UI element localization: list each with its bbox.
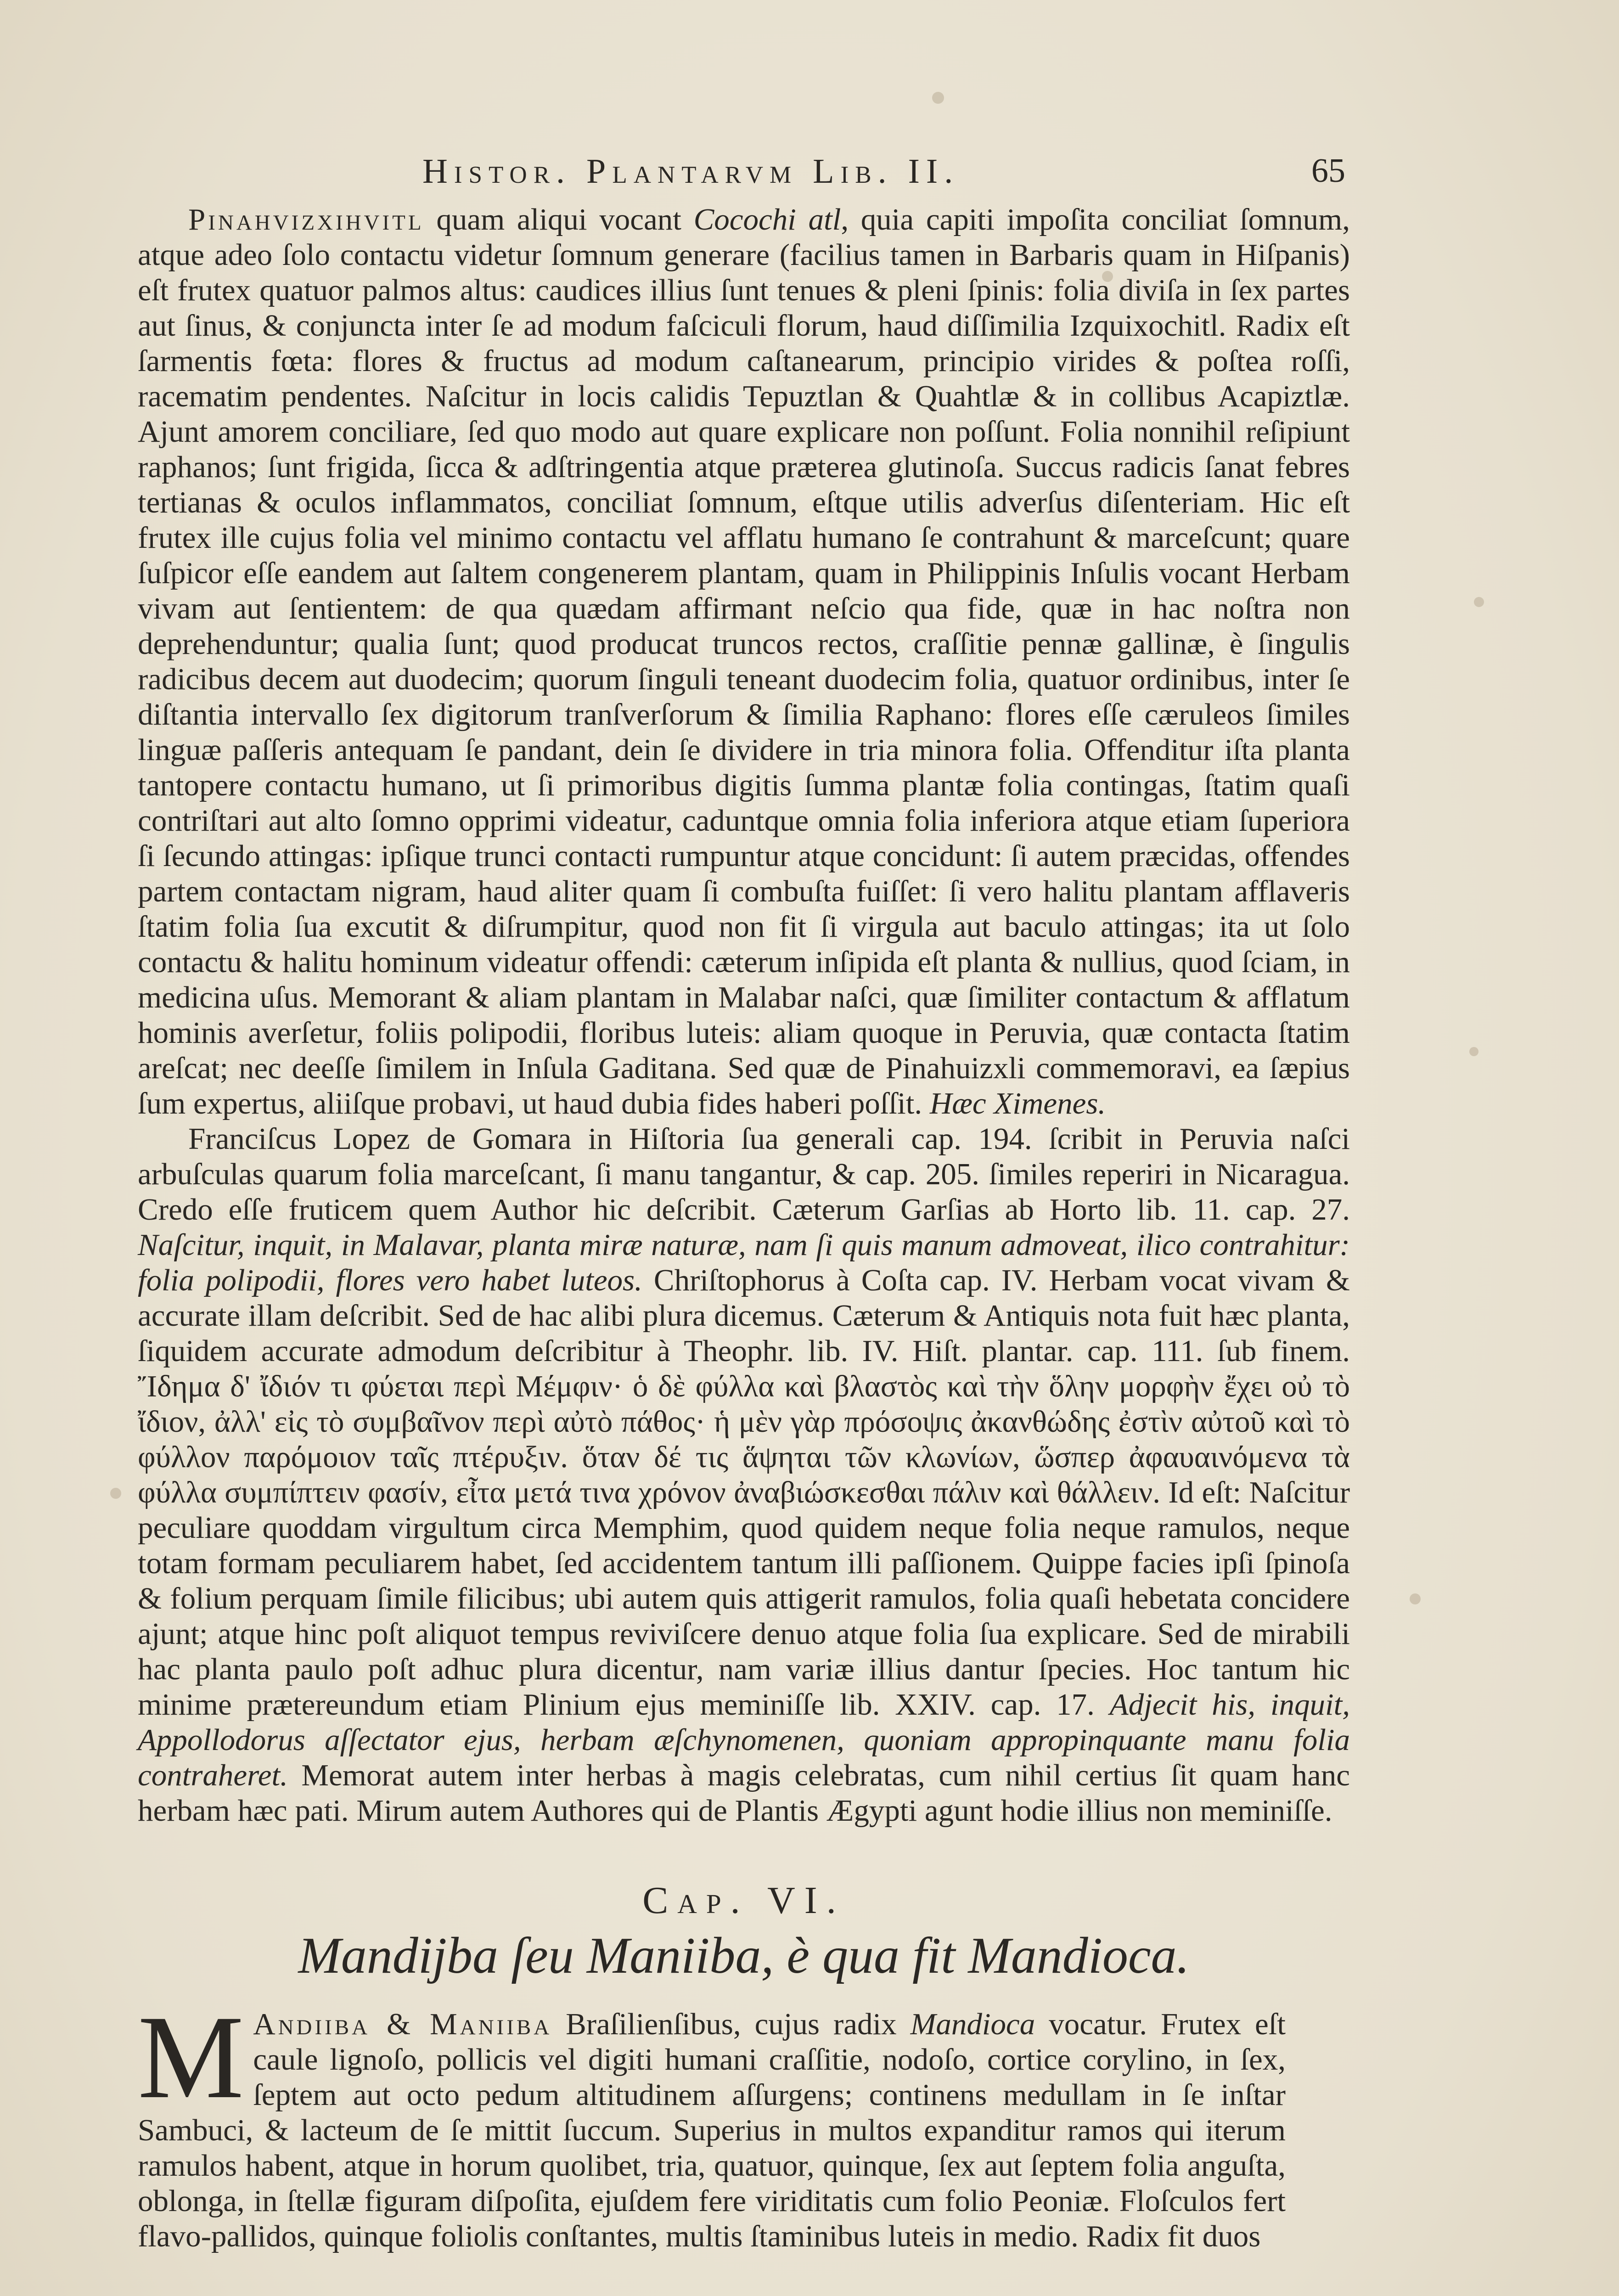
stain (110, 1488, 121, 1499)
chapter-title: Mandijba ſeu Maniiba, è qua fit Mandioca. (298, 1927, 1190, 1984)
stain (932, 92, 944, 104)
stain (1474, 597, 1484, 607)
italic-run: Naſcitur, inquit, in Malavar, planta miræ naturæ, nam ſi quis manum admoveat, ilico contrahitur: folia polipodii, flores vero habet luteos. (138, 1228, 1350, 1297)
text-run: Chriſtophorus à Coſta cap. IV. Herbam vocat vivam & accurate illam deſcribit. Sed de hac alibi plura dicemus. Cæterum & Antiquis nota fuit hæc planta, ſiquidem accurate admodum deſcribitur à Theophr. lib. IV. Hiſt. plantar. cap. 111. ſub finem. Ἴδημα δ' ἴδιόν τι φύεται περὶ Μέμφιν· ὁ δὲ φύλλα καὶ βλαστὸς καὶ τὴν ὅλην μορφὴν ἔχει οὐ τὸ ἴδιον, ἀλλ' εἰς τὸ συμβαῖνον περὶ αὐτὸ πάθος· ἡ μὲν γὰρ πρόσοψις ἀκανθώδης ἐστὶν αὐτοῦ καὶ τὸ φύλλον παρόμοιον ταῖς πτέρυξιν. ὅταν δέ τις ἅψηται τῶν κλωνίων, ὥσπερ ἀφαυαινόμενα τὰ φύλλα συμπίπτειν φασίν, εἶτα μετά τινα χρόνον ἀναβιώσκεσθαι πάλιν καὶ θάλλειν. Id eſt: Naſcitur peculiare quoddam virgultum circa Memphim, quod quidem neque folia neque ramulos, neque totam formam peculiarem habet, ſed accidentem tantum illi paſſionem. Quippe facies ipſi ſpinoſa & folium perquam ſimile filicibus; ubi autem quis attigerit ramulos, folia quaſi hebetata concidere ajunt; atque hinc poſt aliquot tempus reviviſcere denuo atque folia ſua explicare. Sed de mirabili hac planta paulo poſt adhuc plura dicentur, nam variæ illius dantur ſpecies. Hoc tantum hic minime prætereundum etiam Plinium ejus meminiſſe lib. XXIV. cap. 17. (138, 1263, 1350, 1722)
stain (1410, 1593, 1421, 1604)
text-run: , quia capiti impoſita conciliat ſomnum, atque adeo ſolo contactu videtur ſomnum generare (facilius tamen in Barbaris quam in Hiſpanis) eſt frutex quatuor palmos altus: caudices illius ſunt tenues & pleni ſpinis: folia diviſa in ſex partes aut ſinus, & conjuncta inter ſe ad modum faſciculi florum, haud diſſimilia Izquixochitl. Radix eſt ſarmentis fœta: flores & fructus ad modum caſtanearum, principio virides & poſtea roſſi, racematim pendentes. Naſcitur in locis calidis Tepuztlan & Quahtlæ & in collibus Acapiztlæ. Ajunt amorem conciliare, ſed quo modo aut quare explicare non poſſunt. Folia nonnihil reſipiunt raphanos; ſunt frigida, ſicca & adſtringentia atque præterea glutinoſa. Succus radicis ſanat febres tertianas & oculos inflammatos, conciliat ſomnum, eſtque utilis adverſus diſenteriam. Hic eſt frutex ille cujus folia vel minimo contactu vel afflatu humano ſe contrahunt & marceſcunt; quare ſuſpicor eſſe eandem aut ſaltem congenerem plantam, quam in Philippinis Inſulis vocant Herbam vivam aut ſentientem: de qua quædam affirmant neſcio qua fide, quæ in hac noſtra non deprehenduntur; qualia ſunt; quod producat truncos rectos, craſſitie pennæ gallinæ, è ſingulis radicibus decem aut duodecim; quorum ſinguli teneant duodecim folia, quatuor ordinibus, inter ſe diſtantia intervallo ſex digitorum tranſverſorum & ſimilia Raphano: flores eſſe cæruleos ſimiles linguæ paſſeris antequam ſe pandant, dein ſe dividere in tria minora folia. Offenditur iſta planta tantopere contactu humano, ut ſi primoribus digitis ſumma plantæ folia contingas, ſtatim quaſi contriſtari aut alto ſomno opprimi videatur, caduntque omnia folia inferiora atque etiam ſuperiora ſi ſecundo attingas: ipſique trunci contacti rumpuntur atque concidunt: ſi autem præcidas, offendes partem contactam nigram, haud aliter quam ſi combuſta fuiſſet: ſi vero halitu plantam afflaveris ſtatim folia ſua excutit & diſrumpitur, quod non fit ſi virgula aut baculo attingas; ita ut ſolo contactu & halitu hominum videatur offendi: cæterum inſipida eſt planta & nullius, quod ſciam, in medicina uſus. Memorant & aliam plantam in Malabar naſci, quæ ſimiliter contactum & afflatum hominis averſetur, foliis polipodii, floribus luteis: aliam quoque in Peruvia, quæ contacta ſtatim areſcat; nec deeſſe ſimilem in Inſula Gaditana. Sed quæ de Pinahuizxli commemoravi, ea ſæpius ſum expertus, aliiſque probavi, ut haud dubia fides haberi poſſit. (138, 203, 1350, 1120)
text-run: vocatur. Frutex eſt caule lignoſo, pollicis vel digiti humani craſſitie, nodoſo, cortice corylino, in ſex, ſeptem aut octo pedum altitudinem aſſurgens; continens medullam in ſe inſtar Sambuci, & lacteum de ſe mittit ſuccum. Superius in multos expanditur ramos qui iterum ramulos habent, atque in horum quolibet, tria, quatuor, quinque, ſex aut ſeptem folia anguſta, oblonga, in ſtellæ figuram diſpoſita, ejuſdem fere viriditatis cum folio Peoniæ. Floſculos fert flavo-pallidos, quinque foliolis conſtantes, multis ſtaminibus luteis in medio. Radix fit duos (138, 2007, 1286, 2253)
paragraph (138, 1991, 1286, 2254)
page-number: 65 (1311, 152, 1345, 190)
main-text (138, 202, 1350, 1829)
stain (1469, 1047, 1478, 1056)
chapter-label: Cap. VI. (642, 1879, 845, 1922)
italic-run: Mandioca (910, 2007, 1035, 2041)
chapter-text (138, 1991, 1286, 2254)
italic-run: Hæc Ximenes. (929, 1086, 1106, 1120)
drop-cap: M (138, 1991, 244, 2123)
italic-run: Cocochi atl (693, 203, 841, 236)
paragraph (138, 1121, 1350, 1829)
paragraph (138, 202, 1350, 1121)
running-head (147, 152, 1345, 202)
text-run: Braſilienſibus, cujus radix (552, 2007, 911, 2041)
lead-word: Pinahvizxihvitl (188, 203, 424, 236)
text-run: Memorat autem inter herbas à magis celebratas, cum nihil certius ſit quam hanc herbam hæc pati. Mirum autem Authores qui de Plantis Ægypti agunt hodie illius non meminiſſe. (138, 1758, 1350, 1828)
text-run: Franciſcus Lopez de Gomara in Hiſtoria ſua generali cap. 194. ſcribit in Peruvia naſci arbuſculas quarum folia marceſcant, ſi manu tangantur, & cap. 205. ſimiles reperiri in Nicaragua. Credo eſſe fruticem quem Author hic deſcribit. Cæterum Garſias ab Horto lib. 11. cap. 27. (138, 1122, 1350, 1227)
text-run: quam aliqui vocant (424, 203, 694, 236)
italic-run: Adjecit his, inquit, Appollodorus aſſectator ejus, herbam æſchynomenen, quoniam appropinquante manu folia contraheret. (138, 1688, 1350, 1792)
lead-word: Andiiba & Maniiba (253, 2007, 552, 2041)
running-title: Histor. Plantarvm Lib. II. (422, 152, 960, 191)
